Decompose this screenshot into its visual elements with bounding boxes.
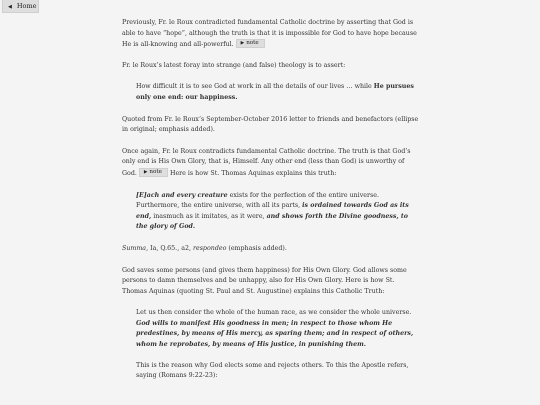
left-triangle-icon: ◀ <box>8 4 12 10</box>
paragraph-quote-source: Quoted from Fr. le Roux’s September-October 2016 letter to friends and benefactors (ellipse in original; emphasis added). <box>122 115 419 134</box>
quote-aquinas-summa: [E]ach and every creature exists for the perfection of the entire universe. Furthermore, the entire universe, with all its parts, is ordained towards God as its end, inasmuch as it imitates, as it were, and shows forth the Divine goodness, to the glory of God. <box>136 191 409 231</box>
article-body <box>122 18 420 382</box>
paragraph-hope: Previously, Fr. le Roux contradicted fundamental Catholic doctrine by asserting that God is able to have “hope”, although the truth is that it is impossible for God to have hope because He is all-knowing and all-powerful. ▶ note <box>122 19 417 49</box>
quote-aquinas-predestination: Let us then consider the whole of the human race, as we consider the whole universe. God wills to manifest His goodness in men; in respect to those whom He predestines, by means of His mercy, as sparing them; and in respect of others, whom he reprobates, by means of His justice, in punishing them. <box>136 309 414 349</box>
paragraph-god-saves: God saves some persons (and gives them happiness) for His Own Glory. God allows some persons to damn themselves and be unhappy, also for His Own Glory. Here is how St. Thomas Aquinas (quoting St. Paul and St. Augustine) explains this Catholic Truth: <box>122 266 407 295</box>
home-label: Home <box>16 2 37 10</box>
right-triangle-icon: ▶ <box>240 41 245 47</box>
quote-apostle: This is the reason why God elects some and rejects others. To this the Apostle refers, saying (Romans 9:22-23): <box>136 361 409 380</box>
paragraph-contradiction: Once again, Fr. le Roux contradicts fundamental Catholic doctrine. The truth is that God’s only end is His Own Glory, that is, Himself. Any other end (less than God) is unworthy of God. ▶ note Here is how St. Thomas Aquinas explains this truth: <box>122 147 411 177</box>
right-triangle-icon: ▶ <box>143 169 148 175</box>
citation-summa: Summa, Ia, Q.65., a2, respondeo (emphasis added). <box>122 244 287 252</box>
note-button[interactable]: ▶ note <box>139 168 168 177</box>
paragraph-latest-foray: Fr. le Roux’s latest foray into strange (and false) theology is to assert: <box>122 61 346 69</box>
home-button[interactable] <box>2 0 39 13</box>
quote-le-roux: How difficult it is to see God at work in all the details of our lives … while He pursues only one end: our happiness. <box>136 83 414 101</box>
note-button[interactable]: ▶ note <box>236 39 265 48</box>
